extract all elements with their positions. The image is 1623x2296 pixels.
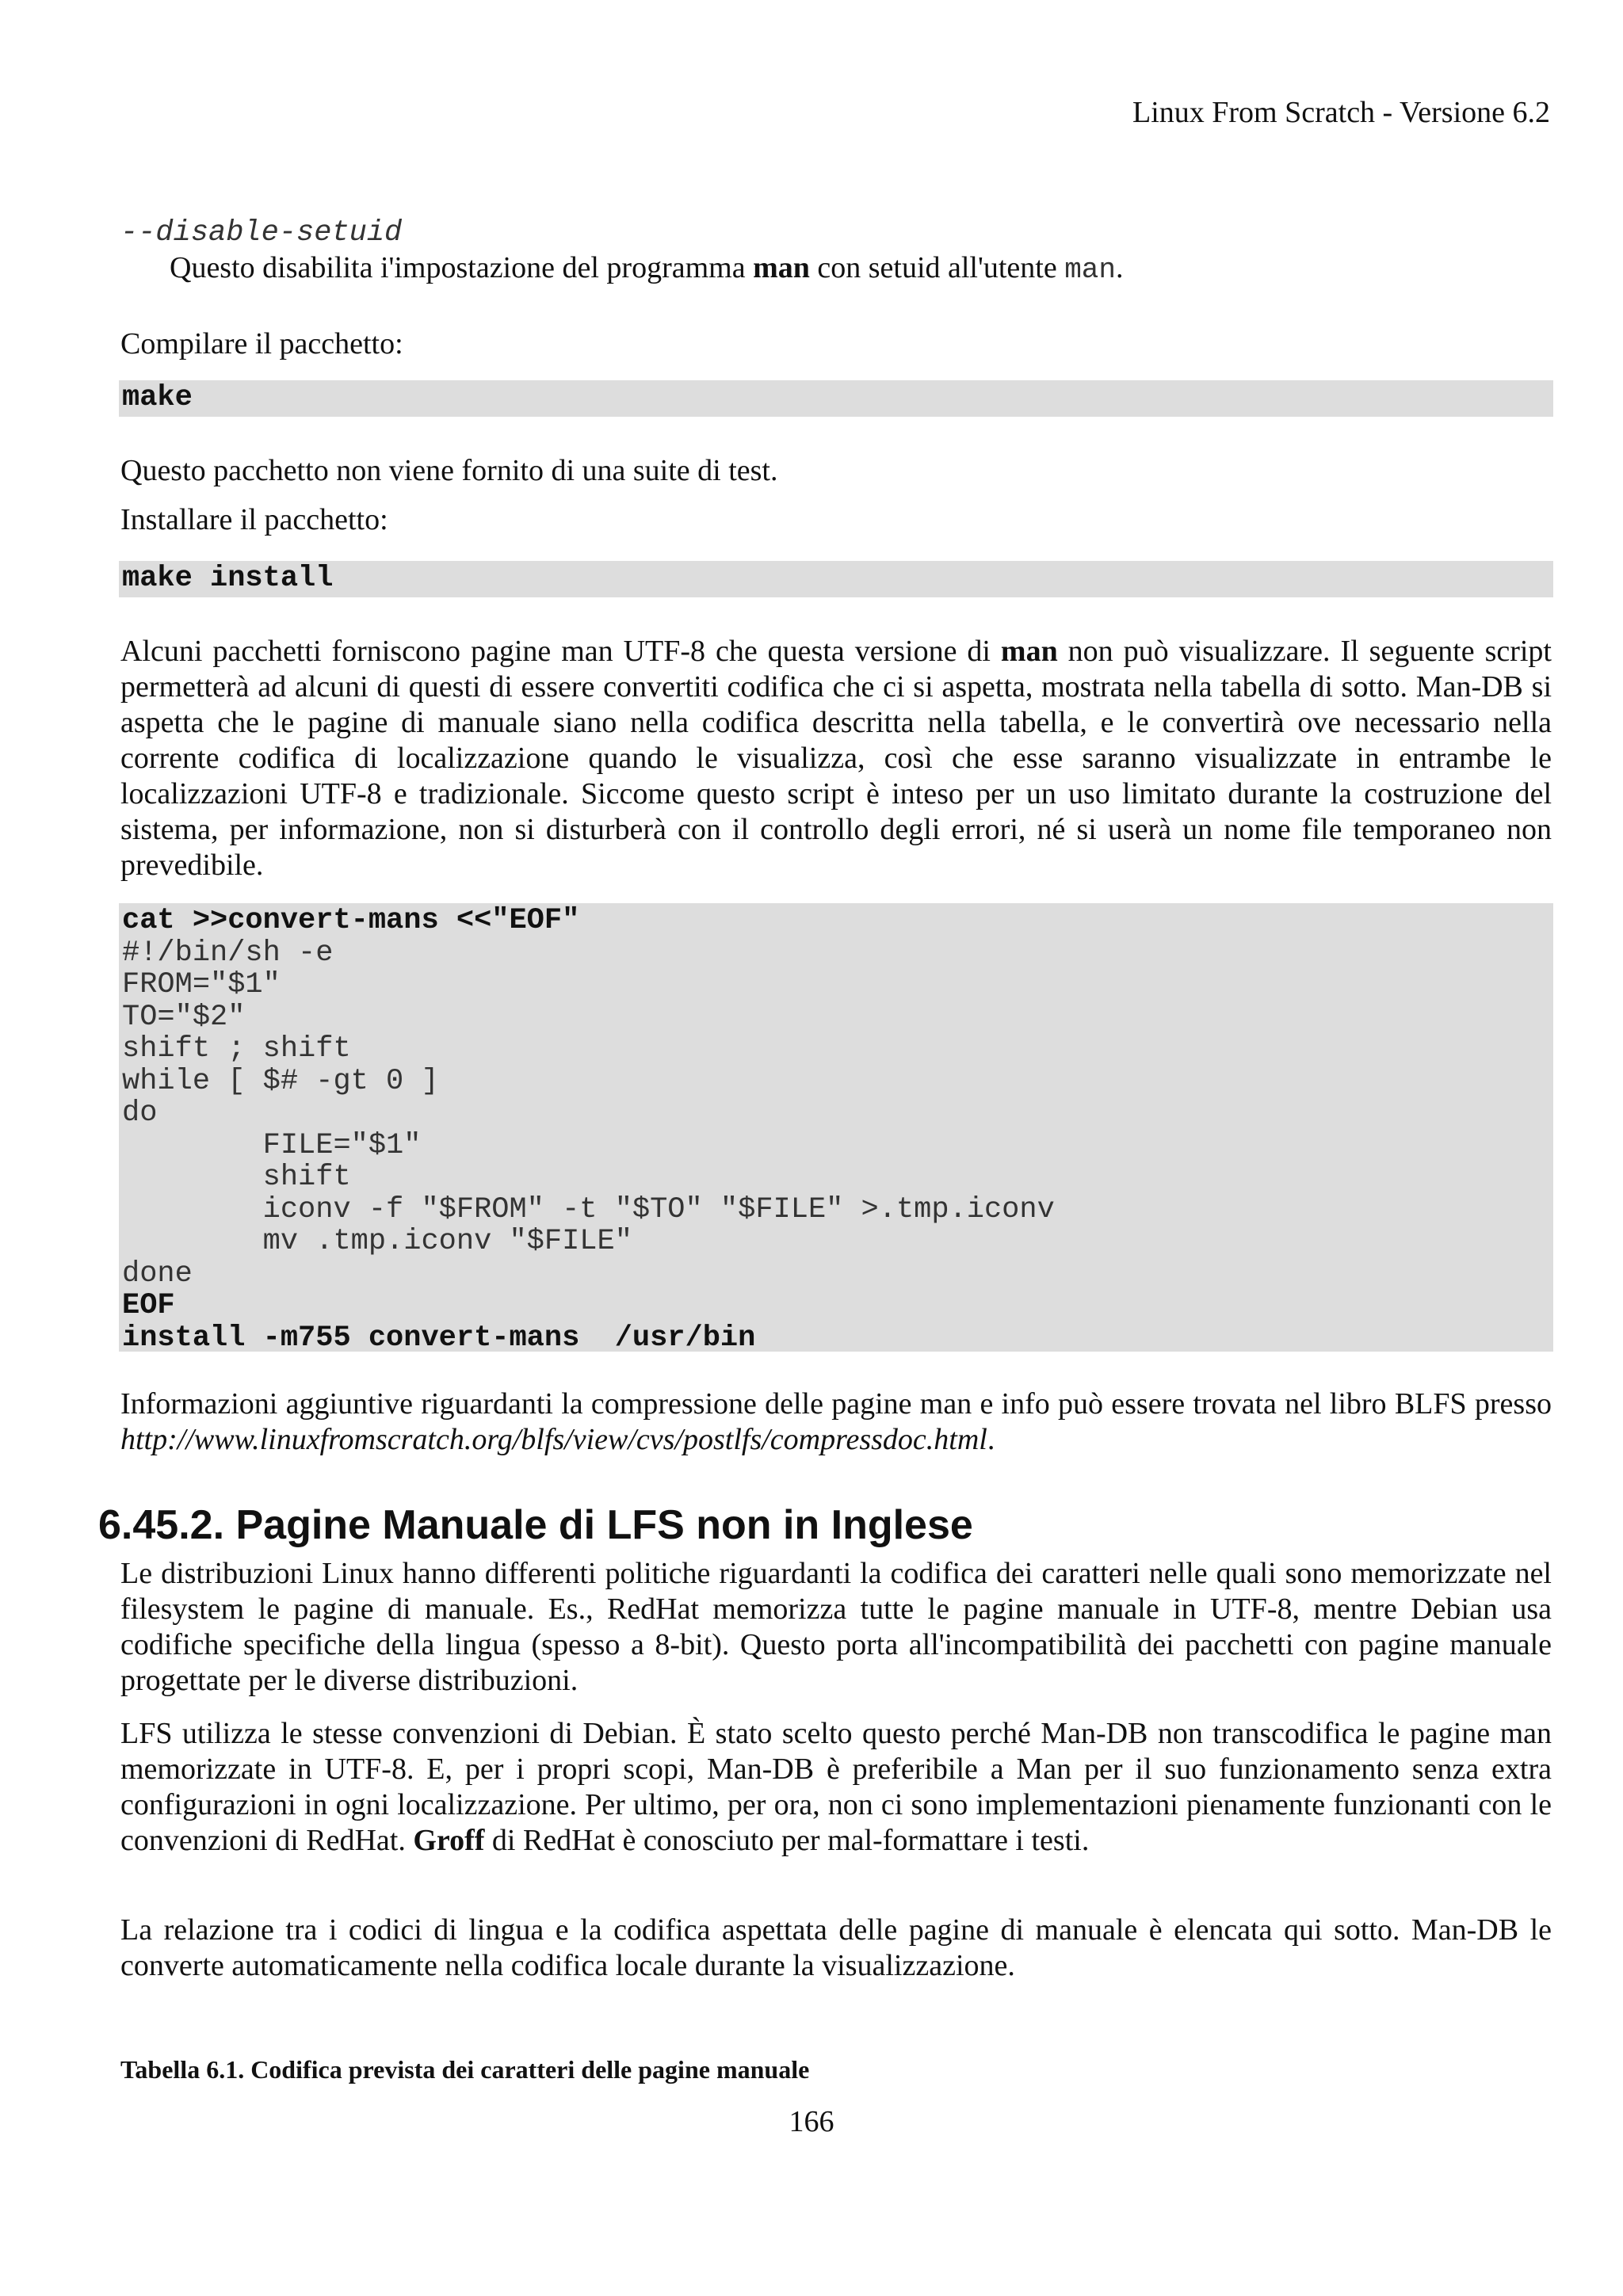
paragraph-distros: Le distribuzioni Linux hanno differenti politiche riguardanti la codifica dei caratteri nelle quali sono memorizzate nel filesystem le pagine di manuale. Es., RedHat memorizza tutte le pagine manuale in UTF-8, mentre Debian usa codifiche specifiche della lingua (spesso a 8-bit). Questo porta all'incompatibilità dei pacchetti con pagine manuale progettate per le diverse distribuzioni. bbox=[120, 1557, 1552, 1697]
blfs-link[interactable]: http://www.linuxfromscratch.org/blfs/view/cvs/postlfs/compressdoc.html bbox=[120, 1423, 987, 1456]
paragraph-language-encoding: La relazione tra i codici di lingua e la codifica aspettata delle pagine di manuale è elencata qui sotto. Man-DB le converte automaticamente nella codifica locale durante la visualizzazione. bbox=[120, 1913, 1552, 1982]
option-desc-text: . bbox=[1116, 251, 1124, 284]
code-install-command: install -m755 convert-mans /usr/bin bbox=[122, 1321, 756, 1355]
groff-name: Groff bbox=[413, 1824, 485, 1857]
paragraph-text: di RedHat è conosciuto per mal-formattare i testi. bbox=[484, 1824, 1090, 1857]
option-description bbox=[170, 250, 1124, 288]
install-intro: Installare il pacchetto: bbox=[120, 503, 388, 536]
code-block-make bbox=[119, 380, 1553, 417]
code-block-install bbox=[119, 561, 1553, 597]
code-heredoc-end: EOF bbox=[122, 1289, 175, 1322]
compile-intro: Compilare il pacchetto: bbox=[120, 327, 403, 360]
option-term: --disable-setuid bbox=[120, 216, 403, 250]
code-heredoc-start: cat >>convert-mans <<"EOF" bbox=[122, 904, 580, 937]
paragraph-blfs-reference bbox=[120, 1386, 1552, 1458]
command-make: make bbox=[122, 381, 193, 414]
no-tests-note: Questo pacchetto non viene fornito di una suite di test. bbox=[120, 454, 778, 487]
option-desc-text: Questo disabilita i'impostazione del programma bbox=[170, 251, 754, 284]
command-make-install: make install bbox=[122, 562, 334, 595]
paragraph-text: Informazioni aggiuntive riguardanti la compressione delle pagine man e info può essere trovata nel libro BLFS presso bbox=[120, 1387, 1552, 1421]
paragraph-text: Alcuni pacchetti forniscono pagine man UTF-8 che questa versione di bbox=[120, 635, 1001, 668]
option-desc-text: con setuid all'utente bbox=[809, 251, 1065, 284]
paragraph-text: . bbox=[987, 1423, 995, 1456]
paragraph-text: non può visualizzare. Il seguente script permetterà ad alcuni di questi di essere convertiti codifica che ci si aspetta, mostrata nella tabella di sotto. Man-DB si aspetta che le pagine di manuale siano nella codifica descritta nella tabella, e le convertirà ove necessario nella corrente codifica di localizzazione quando le visualizza, così che esse saranno visualizzate in entrambe le localizzazioni UTF-8 e tradizionale. Siccome questo script è inteso per un uso limitato durante la costruzione del sistema, per informazione, non si disturberà con il controllo degli errori, né si userà un nome file temporaneo non prevedibile. bbox=[120, 635, 1552, 882]
table-caption: Tabella 6.1. Codifica prevista dei caratteri delle pagine manuale bbox=[120, 2055, 810, 2084]
paragraph-lfs-conventions bbox=[120, 1716, 1552, 1859]
code-script-body: #!/bin/sh -e FROM="$1" TO="$2" shift ; shift while [ $# -gt 0 ] do FILE="$1" shift iconv -f "$FROM" -t "$TO" "$FILE" >.tmp.iconv mv .tmp.iconv "$FILE" done bbox=[122, 936, 1055, 1291]
section-title: 6.45.2. Pagine Manuale di LFS non in Inglese bbox=[98, 1502, 973, 1548]
command-name: man bbox=[753, 251, 810, 284]
running-header: Linux From Scratch - Versione 6.2 bbox=[1132, 96, 1550, 129]
command-name: man bbox=[1000, 635, 1058, 668]
page-number: 166 bbox=[789, 2105, 834, 2138]
paragraph-text: LFS utilizza le stesse convenzioni di Debian. È stato scelto questo perché Man-DB non transcodifica le pagine man memorizzate in UTF-8. E, per i propri scopi, Man-DB è preferibile a Man per il suo funzionamento senza extra configurazioni in ogni localizzazione. Per ultimo, per ora, non ci sono implementazioni pienamente funzionanti con le convenzioni di RedHat. bbox=[120, 1717, 1552, 1857]
code-block-convert-mans bbox=[119, 903, 1553, 1355]
literal-user: man bbox=[1064, 254, 1116, 286]
paragraph-utf8-conversion bbox=[120, 634, 1552, 883]
